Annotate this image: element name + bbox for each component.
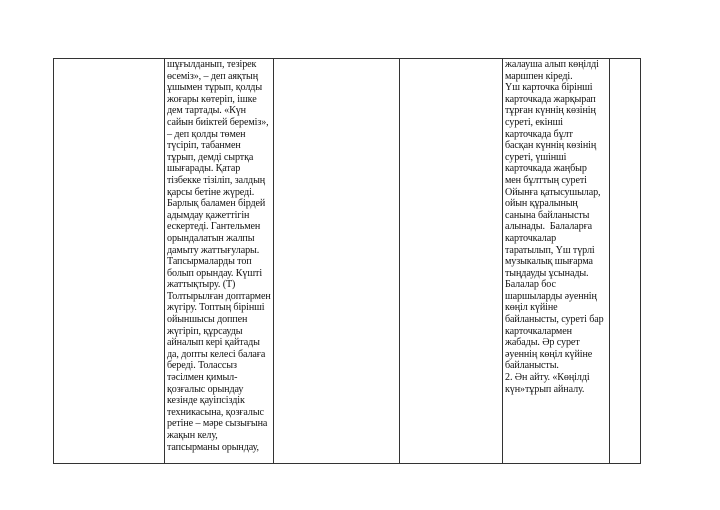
text-line: ретіне – мәре сызығына [167,418,268,430]
text-line: жалауша алып көңілді [505,59,599,70]
text-line: тәсілмен қимыл- [167,372,238,384]
text-line: айналып кері қайтады [167,337,260,349]
text-line: жоғары көтеріп, ішке [167,93,257,105]
text-line: алынады. Балаларға [505,221,593,233]
text-line: қарсы бетіне жүреді. [167,186,255,198]
text-line: – деп қолды төмен [167,128,246,140]
text-line: 2. Ән айту. «Көңілді [505,372,590,384]
text-line: ойын құралының [505,198,578,210]
table-cell-music-game [503,59,610,464]
text-line: жақын келу, [167,430,218,441]
text-line: тапсырманы орындау, [167,441,259,453]
text-line: түсіріп, табанмен [167,140,241,152]
text-line: қозғалыс орындау [167,383,244,395]
text-line: дамыту жаттығулары. [167,244,260,256]
text-line: карточкада жарқырап [505,93,596,105]
text-line: шаршыларды әуеннің [505,290,597,302]
text-line: карточкалар [505,232,557,244]
text-line: күн»тұрып айналу. [505,383,585,395]
text-line: адымдау қажеттігін [167,209,250,221]
text-line: таратылып, Үш түрлі [505,244,595,256]
text-line: карточкалармен [505,325,572,337]
table-cell-empty-3 [400,59,503,464]
text-line: дем тартады. «Күн [167,105,246,117]
text-line: шығарады. Қатар [167,163,241,175]
table-cell-empty-4 [610,59,641,464]
text-line: Ойынға қатысушылар, [505,186,601,198]
lesson-plan-table [53,58,641,464]
text-line: да, допты келесі балаға [167,348,266,360]
text-line: өсеміз», – деп аяқтың [167,70,259,82]
text-line: мен бұлттың суреті [505,174,587,186]
text-line: ойыншысы доппен [167,314,248,326]
text-line: жабады. Әр сурет [505,337,580,349]
text-line: кезінде қауіпсіздік [167,395,245,407]
text-line: байланысты, суреті бар [505,314,604,326]
text-line: жүгіру. Топтың бірінші [167,302,265,314]
text-line: Балалар бос [505,279,556,291]
text-line: санына байланысты [505,209,590,221]
text-line: карточкада бұлт [505,128,573,140]
text-line: көңіл күйіне [505,302,558,314]
text-line: музыкалық шығарма [505,256,593,268]
text-line: ескертеді. Гантельмен [167,221,261,233]
text-line: карточкада жаңбыр [505,163,587,175]
text-line: жаттықтыру. (Т) [167,279,236,291]
text-line: Тапсырмаларды топ [167,256,252,268]
text-line: басқан күннің көзінің [505,140,597,152]
text-line: жүгіріп, құрсауды [167,325,243,337]
table-cell-empty-1 [54,59,165,464]
text-line: техникасына, қозғалыс [167,406,264,418]
cell-text-music-game [505,59,607,395]
text-line: береді. Толассыз [167,360,237,372]
text-line: суреті, үшінші [505,151,567,163]
cell-text-exercises [167,59,271,453]
text-line: Толтырылған доптармен [167,290,271,302]
text-line: маршпен кіреді. [505,70,573,82]
text-line: орындалатын жалпы [167,232,255,244]
text-line: тыңдауды ұсынады. [505,267,589,279]
text-line: Үш карточка бірінші [505,82,593,94]
text-line: шұғылданып, тезірек [167,59,257,70]
text-line: әуеннің көңіл күйіне [505,348,593,360]
table-cell-exercise-description [165,59,274,464]
table-cell-empty-2 [274,59,400,464]
text-line: Барлық баламен бірдей [167,198,266,210]
text-line: байланысты. [505,360,559,372]
text-line: сайын биіктей береміз», [167,116,269,128]
text-line: суреті, екінші [505,116,563,128]
text-line: тізбекке тізіліп, залдың [167,174,266,186]
text-line: ұшымен тұрып, қолды [167,82,263,94]
text-line: болып орындау. Күшті [167,267,263,279]
text-line: тұрып, демді сыртқа [167,151,254,163]
text-line: тұрған күннің көзінің [505,105,596,117]
table-row [54,59,641,464]
